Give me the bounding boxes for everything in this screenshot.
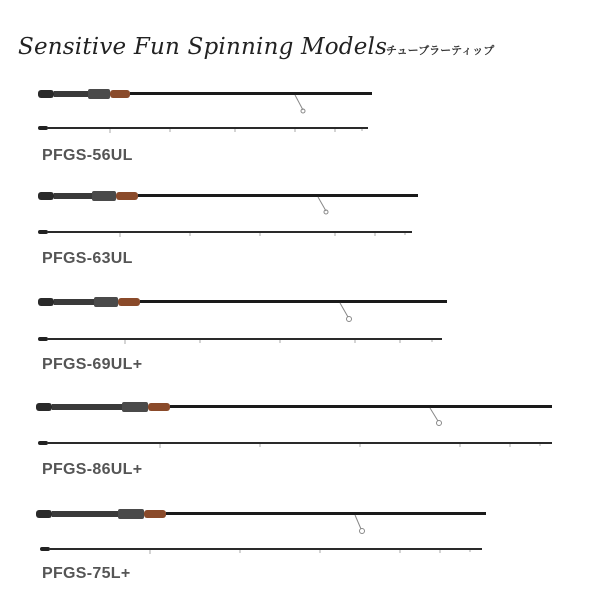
rod-image-2 (0, 185, 600, 255)
rod-image-5 (0, 505, 600, 565)
page-title: Sensitive Fun Spinning Models (18, 34, 388, 60)
model-name: PFGS-63UL (42, 250, 133, 267)
rod-image-4 (0, 398, 600, 468)
rod-model-3 (0, 292, 600, 402)
model-name: PFGS-86UL+ (42, 461, 143, 478)
page-subtitle: チューブラーティップ (386, 44, 495, 57)
model-name: PFGS-75L+ (42, 565, 131, 582)
rod-model-4 (0, 398, 600, 508)
model-name: PFGS-56UL (42, 147, 133, 164)
rod-model-5 (0, 505, 600, 615)
model-name: PFGS-69UL+ (42, 356, 143, 373)
rod-image-3 (0, 292, 600, 362)
rod-image-1 (0, 80, 600, 150)
rod-model-2 (0, 185, 600, 295)
rod-model-1 (0, 80, 600, 190)
